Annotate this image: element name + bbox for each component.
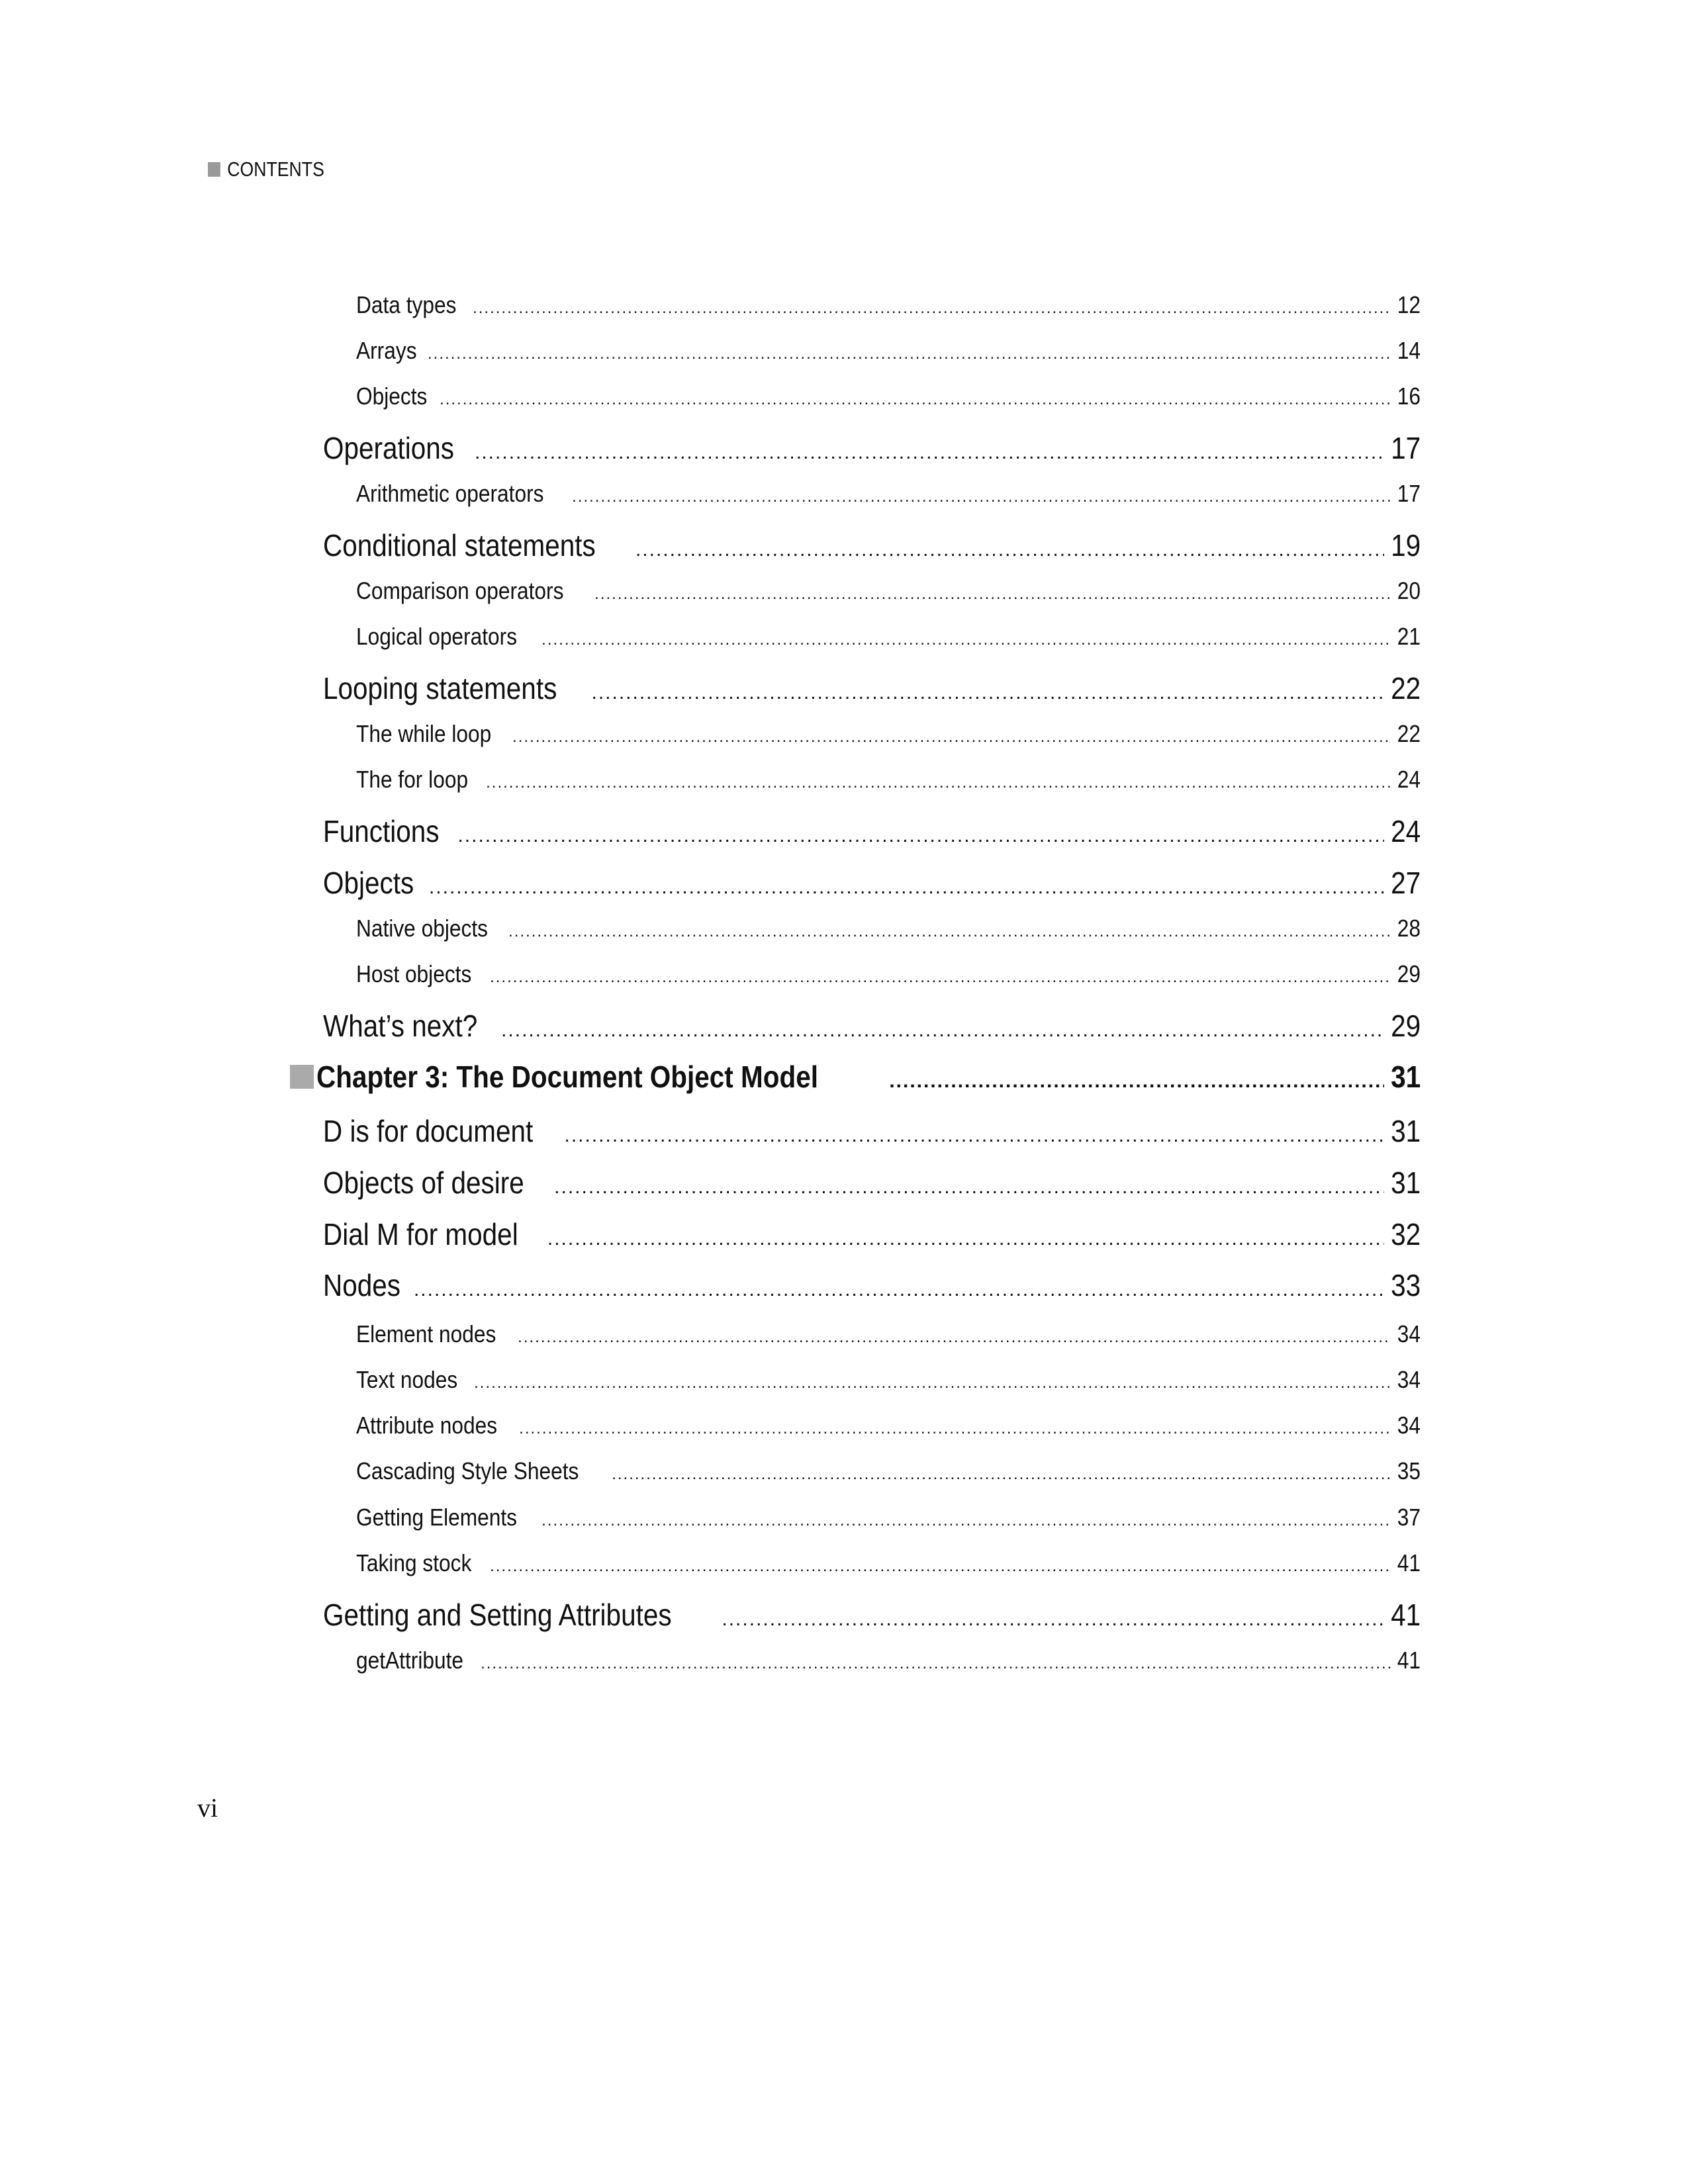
toc-entry-page: 31 bbox=[1390, 1114, 1421, 1148]
toc-section-entry[interactable] bbox=[323, 430, 1421, 466]
dot-leader bbox=[541, 631, 1391, 649]
toc-entry-page: 31 bbox=[1390, 1165, 1421, 1200]
toc-entry-page: 17 bbox=[1390, 431, 1421, 465]
toc-entry-label: Element nodes bbox=[356, 1320, 496, 1347]
toc-entry-label: Arithmetic operators bbox=[356, 480, 544, 507]
toc-subsection-entry[interactable] bbox=[356, 1412, 1421, 1439]
toc-chapter-entry[interactable] bbox=[290, 1059, 1421, 1095]
toc-entry-page: 41 bbox=[1390, 1598, 1421, 1632]
toc-entry-page: 41 bbox=[1397, 1549, 1421, 1576]
toc-entry-page: 41 bbox=[1397, 1647, 1421, 1674]
toc-section-entry[interactable] bbox=[323, 527, 1421, 563]
toc-entry-label: Host objects bbox=[356, 960, 472, 987]
toc-section-entry[interactable] bbox=[323, 1008, 1421, 1044]
toc-entry-label: The while loop bbox=[356, 720, 492, 747]
toc-section-entry[interactable] bbox=[323, 1216, 1421, 1252]
toc-section-entry[interactable] bbox=[323, 813, 1421, 849]
toc-subsection-entry[interactable] bbox=[356, 766, 1421, 794]
toc-entry-page: 37 bbox=[1397, 1504, 1421, 1531]
toc-entry-label: Getting and Setting Attributes bbox=[323, 1598, 672, 1632]
toc-subsection-entry[interactable] bbox=[356, 577, 1421, 605]
dot-leader bbox=[572, 488, 1391, 506]
toc-entry-page: 22 bbox=[1390, 671, 1421, 705]
toc-entry-label: Chapter 3: The Document Object Model bbox=[316, 1060, 818, 1094]
toc-entry-label: Dial M for model bbox=[323, 1217, 518, 1251]
toc-entry-label: Objects bbox=[323, 866, 414, 900]
dot-leader bbox=[889, 1070, 1384, 1093]
dot-leader bbox=[490, 968, 1391, 987]
dot-leader bbox=[490, 1557, 1391, 1576]
dot-leader bbox=[475, 441, 1384, 464]
toc-entry-page: 34 bbox=[1397, 1320, 1421, 1347]
toc-subsection-entry[interactable] bbox=[356, 1366, 1421, 1394]
toc-entry-page: 22 bbox=[1397, 720, 1421, 747]
toc-entry-label: D is for document bbox=[323, 1114, 534, 1148]
dot-leader bbox=[501, 1019, 1384, 1042]
toc-subsection-entry[interactable] bbox=[356, 291, 1421, 319]
toc-entry-label: Text nodes bbox=[356, 1366, 458, 1393]
toc-subsection-entry[interactable] bbox=[356, 1457, 1421, 1485]
toc-subsection-entry[interactable] bbox=[356, 480, 1421, 508]
dot-leader bbox=[519, 1420, 1391, 1438]
toc-entry-page: 27 bbox=[1390, 866, 1421, 900]
dot-leader bbox=[457, 825, 1383, 847]
running-head-label: CONTENTS bbox=[227, 158, 324, 181]
dot-leader bbox=[414, 1279, 1384, 1301]
toc-entry-label: Objects of desire bbox=[323, 1165, 524, 1200]
toc-entry-label: getAttribute bbox=[356, 1647, 464, 1674]
dot-leader bbox=[429, 876, 1384, 899]
toc-section-entry[interactable] bbox=[323, 1267, 1421, 1303]
toc-section-entry[interactable] bbox=[323, 865, 1421, 901]
dot-leader bbox=[440, 390, 1391, 409]
dot-leader bbox=[508, 923, 1391, 941]
dot-leader bbox=[481, 1655, 1391, 1673]
toc-subsection-entry[interactable] bbox=[356, 383, 1421, 410]
dot-leader bbox=[554, 1176, 1384, 1199]
toc-entry-label: What’s next? bbox=[323, 1009, 478, 1043]
toc-entry-label: Cascading Style Sheets bbox=[356, 1457, 579, 1484]
toc-entry-label: Objects bbox=[356, 383, 428, 410]
toc-subsection-entry[interactable] bbox=[356, 720, 1421, 748]
toc-entry-page: 12 bbox=[1397, 291, 1421, 318]
toc-entry-page: 14 bbox=[1397, 337, 1421, 364]
dot-leader bbox=[547, 1228, 1384, 1250]
toc-entry-page: 31 bbox=[1390, 1060, 1421, 1094]
toc-entry-page: 19 bbox=[1390, 528, 1421, 563]
dot-leader bbox=[594, 585, 1391, 604]
toc-entry-page: 17 bbox=[1397, 480, 1421, 507]
toc-section-entry[interactable] bbox=[323, 1597, 1421, 1633]
toc-entry-label: Looping statements bbox=[323, 671, 557, 705]
dot-leader bbox=[518, 1328, 1391, 1347]
toc-subsection-entry[interactable] bbox=[356, 623, 1421, 651]
toc-entry-page: 29 bbox=[1397, 960, 1421, 987]
toc-entry-page: 24 bbox=[1390, 814, 1421, 848]
dot-leader bbox=[541, 1512, 1391, 1530]
running-head bbox=[208, 158, 324, 181]
toc-entry-label: Nodes bbox=[323, 1268, 401, 1302]
toc-subsection-entry[interactable] bbox=[356, 337, 1421, 365]
dot-leader bbox=[512, 728, 1391, 747]
toc-entry-label: The for loop bbox=[356, 766, 469, 793]
toc-entry-label: Comparison operators bbox=[356, 577, 564, 604]
toc-entry-page: 21 bbox=[1397, 623, 1421, 650]
toc-subsection-entry[interactable] bbox=[356, 1320, 1421, 1348]
toc-entry-page: 28 bbox=[1397, 915, 1421, 942]
toc-entry-page: 20 bbox=[1397, 577, 1421, 604]
dot-leader bbox=[592, 682, 1384, 704]
dot-leader bbox=[635, 539, 1384, 561]
toc-entry-label: Logical operators bbox=[356, 623, 518, 650]
toc-entry-label: Attribute nodes bbox=[356, 1412, 498, 1439]
toc-entry-page: 29 bbox=[1390, 1009, 1421, 1043]
toc-entry-label: Data types bbox=[356, 291, 457, 318]
toc-entry-page: 24 bbox=[1397, 766, 1421, 793]
dot-leader bbox=[612, 1465, 1391, 1484]
toc-section-entry[interactable] bbox=[323, 1113, 1421, 1149]
toc-subsection-entry[interactable] bbox=[356, 1504, 1421, 1531]
toc-entry-page: 34 bbox=[1397, 1366, 1421, 1393]
chapter-square-icon bbox=[290, 1065, 314, 1089]
page-number: vi bbox=[197, 1793, 218, 1823]
toc-section-entry[interactable] bbox=[323, 670, 1421, 706]
toc-subsection-entry[interactable] bbox=[356, 915, 1421, 942]
dot-leader bbox=[428, 345, 1391, 363]
toc-entry-label: Native objects bbox=[356, 915, 488, 942]
dot-leader bbox=[473, 299, 1391, 318]
toc-entry-label: Arrays bbox=[356, 337, 417, 364]
toc-subsection-entry[interactable] bbox=[356, 1549, 1421, 1577]
toc-subsection-entry[interactable] bbox=[356, 960, 1421, 988]
toc-entry-label: Operations bbox=[323, 431, 455, 465]
toc-section-entry[interactable] bbox=[323, 1165, 1421, 1201]
toc-entry-label: Conditional statements bbox=[323, 528, 596, 563]
toc-entry-label: Getting Elements bbox=[356, 1504, 518, 1531]
toc-entry-label: Functions bbox=[323, 814, 440, 848]
dot-leader bbox=[474, 1374, 1391, 1392]
running-head-square-icon bbox=[208, 162, 220, 177]
dot-leader bbox=[486, 774, 1391, 792]
toc-entry-page: 33 bbox=[1390, 1268, 1421, 1302]
toc-entry-label: Taking stock bbox=[356, 1549, 472, 1576]
toc-entry-page: 34 bbox=[1397, 1412, 1421, 1439]
dot-leader bbox=[722, 1608, 1383, 1631]
toc-entry-page: 16 bbox=[1397, 383, 1421, 410]
toc-entry-page: 32 bbox=[1390, 1217, 1421, 1251]
toc-subsection-entry[interactable] bbox=[356, 1647, 1421, 1674]
dot-leader bbox=[564, 1124, 1383, 1147]
toc-entry-page: 35 bbox=[1397, 1457, 1421, 1484]
